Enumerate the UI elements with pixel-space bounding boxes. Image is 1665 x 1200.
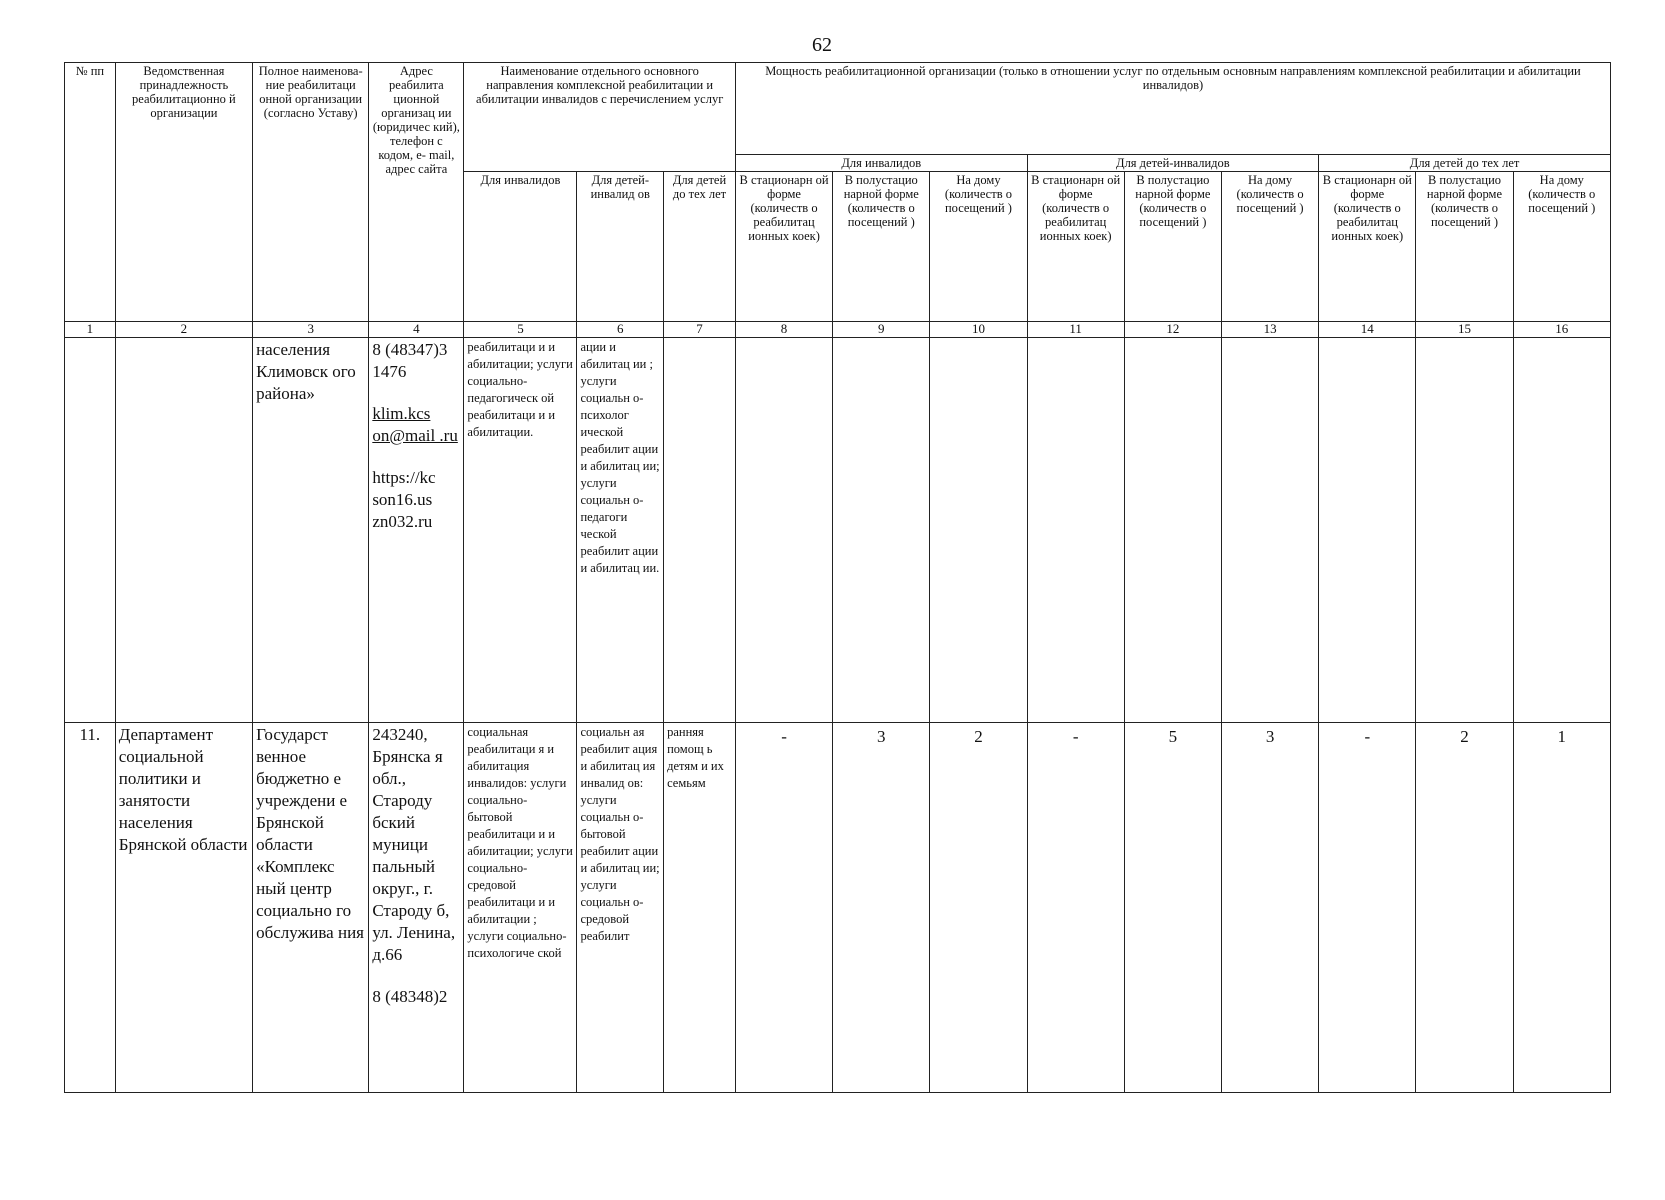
capacity-value: 5 xyxy=(1124,723,1221,1093)
column-number: 1 xyxy=(65,322,116,338)
column-number: 10 xyxy=(930,322,1027,338)
header-group-children-disabled: Для детей-инвалидов xyxy=(1027,155,1319,172)
column-number: 15 xyxy=(1416,322,1513,338)
address-postal: 243240, Брянска я обл., Староду бский муници пальный округ., г. Староду б, ул. Ленина, д.66 xyxy=(372,725,456,964)
cell-address xyxy=(369,338,464,723)
column-number: 12 xyxy=(1124,322,1221,338)
header-no: № пп xyxy=(65,63,116,322)
capacity-value: - xyxy=(1319,723,1416,1093)
cell-affiliation: Департамент социальной политики и занятости населения Брянской области xyxy=(115,723,252,1093)
cell-services-disabled: социальная реабилитаци я и абилитация инвалидов: услуги социально- бытовой реабилитаци и и абилитации; услуги социально- средовой реабилитаци и и абилитации ; услуги социально- психологиче ской xyxy=(464,723,577,1093)
column-number: 2 xyxy=(115,322,252,338)
header-directions: Наименование отдельного основного направления комплексной реабилитации и абилитации инвалидов с перечислением услуг xyxy=(464,63,736,172)
page-number: 62 xyxy=(812,34,832,56)
column-number: 7 xyxy=(664,322,736,338)
address-phone: 8 (48348)2 xyxy=(372,987,448,1006)
cell-address xyxy=(369,723,464,1093)
capacity-value: 1 xyxy=(1513,723,1610,1093)
column-number: 3 xyxy=(253,322,369,338)
capacity-value: - xyxy=(735,723,832,1093)
header-address: Адрес реабилита ционной организац ии (юридичес кий), телефон с кодом, e- mail, адрес сайта xyxy=(369,63,464,322)
header-capacity: Мощность реабилитационной организации (только в отношении услуг по отдельным основным направлениям комплексной реабилитации и абилитации инвалидов) xyxy=(735,63,1610,155)
capacity-value: 2 xyxy=(930,723,1027,1093)
column-number: 11 xyxy=(1027,322,1124,338)
cell-services-children: социальн ая реабилит ация и абилитац ия инвалид ов: услуги социальн о- бытовой реабилит ации и абилитац ии; услуги социальн о- средовой реабилит xyxy=(577,723,664,1093)
header-inpatient: В стационарн ой форме (количеств о реабилитац ионных коек) xyxy=(1319,172,1416,322)
cell-full-name: населения Климовск ого района» xyxy=(253,338,369,723)
header-at-home: На дому (количеств о посещений ) xyxy=(930,172,1027,322)
capacity-value: 2 xyxy=(1416,723,1513,1093)
column-number: 5 xyxy=(464,322,577,338)
column-number: 8 xyxy=(735,322,832,338)
header-semi-inpatient: В полустацио нарной форме (количеств о посещений ) xyxy=(1124,172,1221,322)
address-phone: 8 (48347)3 1476 xyxy=(372,340,448,381)
address-website: https://kc son16.us zn032.ru xyxy=(372,468,436,531)
cell-services-disabled: реабилитаци и и абилитации; услуги социально- педагогическ ой реабилитаци и и абилитации. xyxy=(464,338,577,723)
header-at-home: На дому (количеств о посещений ) xyxy=(1221,172,1318,322)
rehabilitation-registry-table xyxy=(64,62,1611,1093)
cell-services-children: ации и абилитац ии ; услуги социальн о- психолог ической реабилит ации и абилитац ии; услуги социальн о- педагоги ческой реабилит ации и абилитац ии. xyxy=(577,338,664,723)
header-at-home: На дому (количеств о посещений ) xyxy=(1513,172,1610,322)
table-row-11 xyxy=(65,723,1611,1093)
column-number: 9 xyxy=(833,322,930,338)
table-row-continued xyxy=(65,338,1611,723)
header-dir-children-disabled: Для детей- инвалид ов xyxy=(577,172,664,322)
capacity-value: 3 xyxy=(1221,723,1318,1093)
cell-full-name: Государст венное бюджетно е учреждени е Брянской области «Комплекс ный центр социально го обслужива ния xyxy=(253,723,369,1093)
header-group-disabled: Для инвалидов xyxy=(735,155,1027,172)
capacity-value: 3 xyxy=(833,723,930,1093)
column-number: 6 xyxy=(577,322,664,338)
header-dir-disabled: Для инвалидов xyxy=(464,172,577,322)
header-dir-children-young: Для детей до тех лет xyxy=(664,172,736,322)
column-number: 4 xyxy=(369,322,464,338)
header-inpatient: В стационарн ой форме (количеств о реабилитац ионных коек) xyxy=(1027,172,1124,322)
column-number: 14 xyxy=(1319,322,1416,338)
header-affiliation: Ведомственная принадлежность реабилитационно й организации xyxy=(115,63,252,322)
cell-services-young: ранняя помощ ь детям и их семьям xyxy=(664,723,736,1093)
address-email-link[interactable]: klim.kcs on@mail .ru xyxy=(372,404,458,445)
header-group-children-young: Для детей до тех лет xyxy=(1319,155,1611,172)
header-semi-inpatient: В полустацио нарной форме (количеств о посещений ) xyxy=(833,172,930,322)
column-number: 13 xyxy=(1221,322,1318,338)
cell-row-number: 11. xyxy=(65,723,116,1093)
capacity-value: - xyxy=(1027,723,1124,1093)
header-semi-inpatient: В полустацио нарной форме (количеств о посещений ) xyxy=(1416,172,1513,322)
header-inpatient: В стационарн ой форме (количеств о реабилитац ионных коек) xyxy=(735,172,832,322)
header-full-name: Полное наименова- ние реабилитаци онной организации (согласно Уставу) xyxy=(253,63,369,322)
column-number: 16 xyxy=(1513,322,1610,338)
